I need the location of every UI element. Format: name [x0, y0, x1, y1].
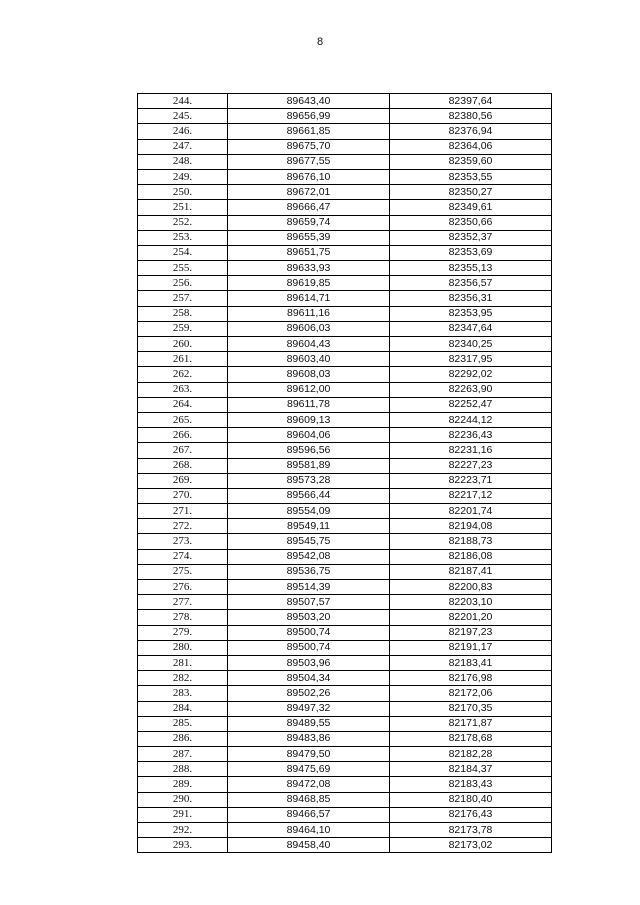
table-row	[138, 352, 552, 367]
table-row	[138, 792, 552, 807]
y-coordinate-cell: 82180,40	[390, 792, 552, 807]
row-number-cell: 268.	[138, 458, 228, 473]
y-coordinate-cell: 82182,28	[390, 747, 552, 762]
table-row	[138, 109, 552, 124]
x-coordinate-cell: 89503,96	[228, 655, 390, 670]
table-row	[138, 291, 552, 306]
table-row	[138, 716, 552, 731]
table-row	[138, 443, 552, 458]
x-coordinate-cell: 89609,13	[228, 412, 390, 427]
y-coordinate-cell: 82176,43	[390, 807, 552, 822]
y-coordinate-cell: 82227,23	[390, 458, 552, 473]
row-number-cell: 255.	[138, 261, 228, 276]
table-row	[138, 640, 552, 655]
row-number-cell: 293.	[138, 838, 228, 853]
x-coordinate-cell: 89472,08	[228, 777, 390, 792]
row-number-cell: 257.	[138, 291, 228, 306]
row-number-cell: 284.	[138, 701, 228, 716]
table-row	[138, 458, 552, 473]
y-coordinate-cell: 82197,23	[390, 625, 552, 640]
x-coordinate-cell: 89661,85	[228, 124, 390, 139]
row-number-cell: 250.	[138, 185, 228, 200]
coordinates-table-body	[138, 94, 552, 853]
row-number-cell: 249.	[138, 169, 228, 184]
page-number: 8	[316, 36, 324, 48]
y-coordinate-cell: 82170,35	[390, 701, 552, 716]
y-coordinate-cell: 82236,43	[390, 428, 552, 443]
table-row	[138, 200, 552, 215]
row-number-cell: 252.	[138, 215, 228, 230]
y-coordinate-cell: 82252,47	[390, 397, 552, 412]
row-number-cell: 277.	[138, 595, 228, 610]
row-number-cell: 264.	[138, 397, 228, 412]
row-number-cell: 282.	[138, 671, 228, 686]
row-number-cell: 278.	[138, 610, 228, 625]
table-row	[138, 185, 552, 200]
table-row	[138, 625, 552, 640]
x-coordinate-cell: 89643,40	[228, 94, 390, 109]
table-row	[138, 823, 552, 838]
table-row	[138, 261, 552, 276]
x-coordinate-cell: 89483,86	[228, 731, 390, 746]
row-number-cell: 273.	[138, 534, 228, 549]
table-row	[138, 580, 552, 595]
y-coordinate-cell: 82231,16	[390, 443, 552, 458]
x-coordinate-cell: 89545,75	[228, 534, 390, 549]
y-coordinate-cell: 82194,08	[390, 519, 552, 534]
table-row	[138, 807, 552, 822]
y-coordinate-cell: 82191,17	[390, 640, 552, 655]
x-coordinate-cell: 89666,47	[228, 200, 390, 215]
table-row	[138, 245, 552, 260]
table-row	[138, 367, 552, 382]
y-coordinate-cell: 82263,90	[390, 382, 552, 397]
x-coordinate-cell: 89633,93	[228, 261, 390, 276]
x-coordinate-cell: 89581,89	[228, 458, 390, 473]
x-coordinate-cell: 89500,74	[228, 640, 390, 655]
row-number-cell: 258.	[138, 306, 228, 321]
x-coordinate-cell: 89612,00	[228, 382, 390, 397]
y-coordinate-cell: 82201,20	[390, 610, 552, 625]
y-coordinate-cell: 82292,02	[390, 367, 552, 382]
table-row	[138, 215, 552, 230]
table-row	[138, 169, 552, 184]
x-coordinate-cell: 89466,57	[228, 807, 390, 822]
y-coordinate-cell: 82317,95	[390, 352, 552, 367]
x-coordinate-cell: 89554,09	[228, 504, 390, 519]
table-row	[138, 306, 552, 321]
row-number-cell: 289.	[138, 777, 228, 792]
y-coordinate-cell: 82350,27	[390, 185, 552, 200]
y-coordinate-cell: 82356,57	[390, 276, 552, 291]
table-row	[138, 610, 552, 625]
row-number-cell: 254.	[138, 245, 228, 260]
table-row	[138, 321, 552, 336]
table-row	[138, 504, 552, 519]
row-number-cell: 291.	[138, 807, 228, 822]
y-coordinate-cell: 82187,41	[390, 564, 552, 579]
table-row	[138, 655, 552, 670]
table-row	[138, 671, 552, 686]
row-number-cell: 288.	[138, 762, 228, 777]
row-number-cell: 248.	[138, 154, 228, 169]
y-coordinate-cell: 82353,55	[390, 169, 552, 184]
x-coordinate-cell: 89651,75	[228, 245, 390, 260]
table-row	[138, 777, 552, 792]
x-coordinate-cell: 89603,40	[228, 352, 390, 367]
table-row	[138, 488, 552, 503]
row-number-cell: 262.	[138, 367, 228, 382]
table-row	[138, 276, 552, 291]
row-number-cell: 256.	[138, 276, 228, 291]
y-coordinate-cell: 82184,37	[390, 762, 552, 777]
row-number-cell: 261.	[138, 352, 228, 367]
table-row	[138, 473, 552, 488]
y-coordinate-cell: 82176,98	[390, 671, 552, 686]
row-number-cell: 280.	[138, 640, 228, 655]
x-coordinate-cell: 89608,03	[228, 367, 390, 382]
x-coordinate-cell: 89604,43	[228, 337, 390, 352]
y-coordinate-cell: 82376,94	[390, 124, 552, 139]
x-coordinate-cell: 89504,34	[228, 671, 390, 686]
row-number-cell: 260.	[138, 337, 228, 352]
x-coordinate-cell: 89659,74	[228, 215, 390, 230]
table-row	[138, 731, 552, 746]
row-number-cell: 251.	[138, 200, 228, 215]
x-coordinate-cell: 89549,11	[228, 519, 390, 534]
x-coordinate-cell: 89655,39	[228, 230, 390, 245]
x-coordinate-cell: 89489,55	[228, 716, 390, 731]
table-row	[138, 549, 552, 564]
y-coordinate-cell: 82347,64	[390, 321, 552, 336]
y-coordinate-cell: 82356,31	[390, 291, 552, 306]
x-coordinate-cell: 89542,08	[228, 549, 390, 564]
x-coordinate-cell: 89606,03	[228, 321, 390, 336]
x-coordinate-cell: 89604,06	[228, 428, 390, 443]
y-coordinate-cell: 82244,12	[390, 412, 552, 427]
table-row	[138, 337, 552, 352]
table-row	[138, 154, 552, 169]
x-coordinate-cell: 89503,20	[228, 610, 390, 625]
x-coordinate-cell: 89611,78	[228, 397, 390, 412]
x-coordinate-cell: 89596,56	[228, 443, 390, 458]
y-coordinate-cell: 82353,69	[390, 245, 552, 260]
x-coordinate-cell: 89514,39	[228, 580, 390, 595]
y-coordinate-cell: 82183,41	[390, 655, 552, 670]
x-coordinate-cell: 89536,75	[228, 564, 390, 579]
x-coordinate-cell: 89479,50	[228, 747, 390, 762]
y-coordinate-cell: 82178,68	[390, 731, 552, 746]
row-number-cell: 292.	[138, 823, 228, 838]
x-coordinate-cell: 89566,44	[228, 488, 390, 503]
y-coordinate-cell: 82173,78	[390, 823, 552, 838]
row-number-cell: 279.	[138, 625, 228, 640]
table-row	[138, 701, 552, 716]
table-row	[138, 94, 552, 109]
row-number-cell: 275.	[138, 564, 228, 579]
table-row	[138, 230, 552, 245]
x-coordinate-cell: 89497,32	[228, 701, 390, 716]
table-row	[138, 139, 552, 154]
row-number-cell: 271.	[138, 504, 228, 519]
table-row	[138, 382, 552, 397]
row-number-cell: 265.	[138, 412, 228, 427]
x-coordinate-cell: 89502,26	[228, 686, 390, 701]
table-row	[138, 747, 552, 762]
x-coordinate-cell: 89458,40	[228, 838, 390, 853]
y-coordinate-cell: 82350,66	[390, 215, 552, 230]
y-coordinate-cell: 82349,61	[390, 200, 552, 215]
table-row	[138, 838, 552, 853]
x-coordinate-cell: 89573,28	[228, 473, 390, 488]
row-number-cell: 245.	[138, 109, 228, 124]
x-coordinate-cell: 89675,70	[228, 139, 390, 154]
row-number-cell: 274.	[138, 549, 228, 564]
row-number-cell: 281.	[138, 655, 228, 670]
coordinates-table	[137, 93, 552, 853]
row-number-cell: 290.	[138, 792, 228, 807]
table-row	[138, 534, 552, 549]
table-row	[138, 564, 552, 579]
row-number-cell: 244.	[138, 94, 228, 109]
y-coordinate-cell: 82217,12	[390, 488, 552, 503]
row-number-cell: 269.	[138, 473, 228, 488]
y-coordinate-cell: 82183,43	[390, 777, 552, 792]
x-coordinate-cell: 89672,01	[228, 185, 390, 200]
y-coordinate-cell: 82359,60	[390, 154, 552, 169]
y-coordinate-cell: 82200,83	[390, 580, 552, 595]
x-coordinate-cell: 89614,71	[228, 291, 390, 306]
row-number-cell: 266.	[138, 428, 228, 443]
x-coordinate-cell: 89468,85	[228, 792, 390, 807]
x-coordinate-cell: 89475,69	[228, 762, 390, 777]
y-coordinate-cell: 82172,06	[390, 686, 552, 701]
y-coordinate-cell: 82353,95	[390, 306, 552, 321]
y-coordinate-cell: 82188,73	[390, 534, 552, 549]
y-coordinate-cell: 82173,02	[390, 838, 552, 853]
y-coordinate-cell: 82171,87	[390, 716, 552, 731]
table-row	[138, 686, 552, 701]
x-coordinate-cell: 89676,10	[228, 169, 390, 184]
row-number-cell: 253.	[138, 230, 228, 245]
y-coordinate-cell: 82355,13	[390, 261, 552, 276]
y-coordinate-cell: 82352,37	[390, 230, 552, 245]
y-coordinate-cell: 82203,10	[390, 595, 552, 610]
y-coordinate-cell: 82223,71	[390, 473, 552, 488]
row-number-cell: 276.	[138, 580, 228, 595]
row-number-cell: 267.	[138, 443, 228, 458]
x-coordinate-cell: 89619,85	[228, 276, 390, 291]
row-number-cell: 285.	[138, 716, 228, 731]
table-row	[138, 428, 552, 443]
table-row	[138, 124, 552, 139]
row-number-cell: 287.	[138, 747, 228, 762]
y-coordinate-cell: 82364,06	[390, 139, 552, 154]
table-row	[138, 412, 552, 427]
row-number-cell: 259.	[138, 321, 228, 336]
y-coordinate-cell: 82340,25	[390, 337, 552, 352]
x-coordinate-cell: 89656,99	[228, 109, 390, 124]
x-coordinate-cell: 89500,74	[228, 625, 390, 640]
y-coordinate-cell: 82186,08	[390, 549, 552, 564]
row-number-cell: 272.	[138, 519, 228, 534]
y-coordinate-cell: 82380,56	[390, 109, 552, 124]
row-number-cell: 246.	[138, 124, 228, 139]
row-number-cell: 270.	[138, 488, 228, 503]
row-number-cell: 263.	[138, 382, 228, 397]
x-coordinate-cell: 89507,57	[228, 595, 390, 610]
table-row	[138, 397, 552, 412]
x-coordinate-cell: 89677,55	[228, 154, 390, 169]
row-number-cell: 286.	[138, 731, 228, 746]
row-number-cell: 247.	[138, 139, 228, 154]
table-row	[138, 519, 552, 534]
y-coordinate-cell: 82201,74	[390, 504, 552, 519]
x-coordinate-cell: 89464,10	[228, 823, 390, 838]
table-row	[138, 762, 552, 777]
row-number-cell: 283.	[138, 686, 228, 701]
table-row	[138, 595, 552, 610]
y-coordinate-cell: 82397,64	[390, 94, 552, 109]
x-coordinate-cell: 89611,16	[228, 306, 390, 321]
